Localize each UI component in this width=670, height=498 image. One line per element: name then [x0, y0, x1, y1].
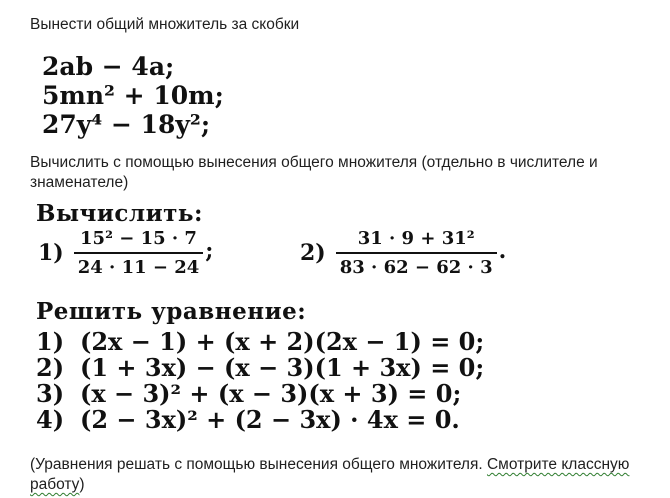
fraction-numerator: 31 · 9 + 31² [357, 228, 475, 249]
equation-label: 4) [36, 405, 65, 434]
fraction-item-label: 2) [300, 240, 326, 266]
equation-text: (1 + 3x) − (x − 3)(1 + 3x) = 0; [80, 353, 485, 382]
equation-4 [36, 407, 484, 433]
fraction-item-label: 1) [38, 240, 64, 266]
fraction-punctuation: . [498, 238, 507, 264]
section-heading-factor-out: Вынести общий множитель за скобки [30, 16, 300, 33]
equation-3 [36, 381, 484, 407]
equation-label: 1) [36, 327, 65, 356]
fraction-item-1 [38, 228, 213, 278]
equations-list [36, 329, 484, 433]
equation-1 [36, 329, 484, 355]
fraction [74, 228, 204, 278]
calculate-title: Вычислить: [36, 200, 204, 227]
equation-label: 2) [36, 353, 65, 382]
footnote-closing-paren: ) [79, 476, 85, 493]
fraction [336, 228, 497, 278]
factor-expressions-list [42, 52, 224, 139]
equation-text: (x − 3)² + (x − 3)(x + 3) = 0; [80, 379, 462, 408]
section-heading-calculate-instructions: Вычислить с помощью вынесения общего множителя (отдельно в числителе и знаменателе) [30, 154, 598, 191]
fraction-denominator: 24 · 11 − 24 [77, 257, 200, 278]
fraction-item-2 [300, 228, 506, 278]
factor-expression-2: 5mn² + 10m; [42, 81, 224, 110]
footnote-note [30, 455, 650, 495]
fraction-denominator: 83 · 62 − 62 · 3 [339, 257, 493, 278]
equation-2 [36, 355, 484, 381]
solve-equation-title: Решить уравнение: [36, 298, 307, 325]
footnote-text: (Уравнения решать с помощью вынесения общего множителя. [30, 456, 487, 473]
footnote-spellcheck-text: Смотрите классную работу [30, 456, 630, 493]
equation-text: (2x − 1) + (x + 2)(2x − 1) = 0; [80, 327, 485, 356]
factor-expression-1: 2ab − 4a; [42, 52, 175, 81]
fraction-punctuation: ; [205, 238, 214, 264]
equation-label: 3) [36, 379, 65, 408]
equation-text: (2 − 3x)² + (2 − 3x) · 4x = 0. [80, 405, 460, 434]
fraction-numerator: 15² − 15 · 7 [80, 228, 197, 249]
factor-expression-3: 27y⁴ − 18y²; [42, 110, 211, 139]
